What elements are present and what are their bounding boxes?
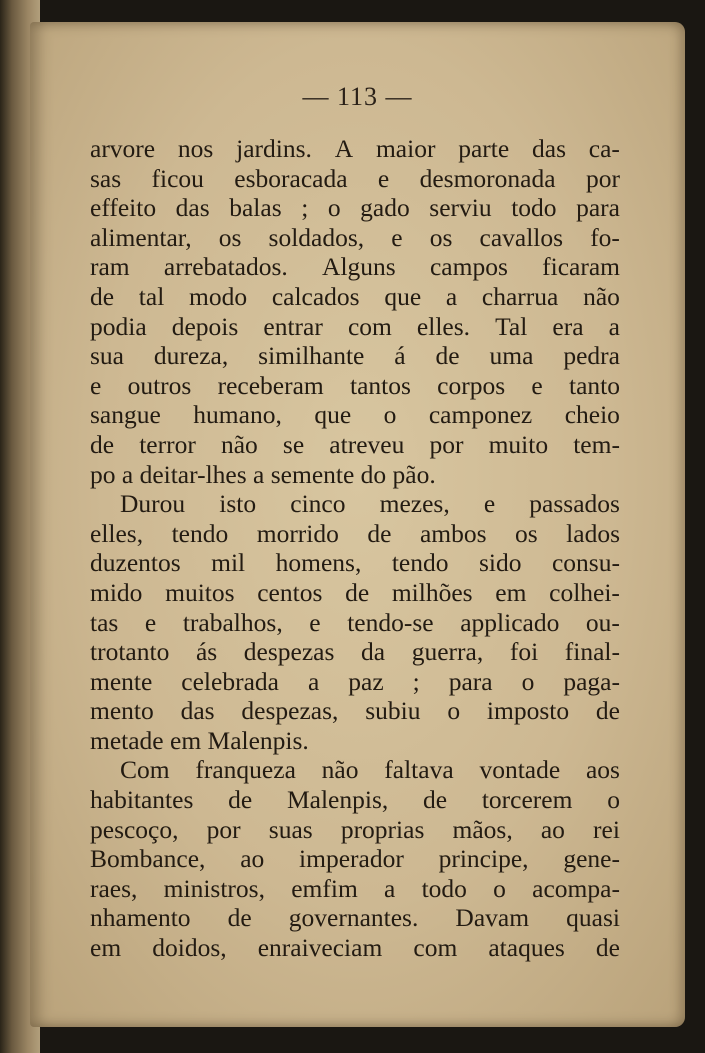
word: e [531, 370, 543, 400]
text-line [90, 430, 620, 460]
word: uma [489, 341, 534, 371]
word: A [334, 134, 354, 163]
word: raes, [90, 873, 138, 903]
word: ministros, [163, 873, 265, 903]
word: habitantes [90, 785, 194, 815]
word: o [383, 400, 397, 430]
text-line [90, 223, 620, 253]
word: arvore [90, 134, 156, 163]
word: modo [189, 281, 248, 311]
word: era [552, 311, 584, 341]
word: principe, [438, 844, 529, 874]
word: despezas, [241, 696, 339, 726]
word: emfim [291, 873, 358, 903]
word: doidos, [152, 933, 227, 963]
word: Davam [455, 903, 530, 933]
word: Durou [120, 489, 186, 519]
word: das [180, 696, 215, 726]
word: ficaram [542, 252, 620, 282]
word: imposto [486, 696, 570, 726]
text-line [90, 696, 620, 726]
text-line [90, 400, 620, 430]
word: de [228, 785, 253, 815]
word: effeito [90, 193, 157, 223]
word: humano, [193, 400, 282, 430]
text-line [90, 637, 620, 667]
word: de [595, 696, 620, 726]
word: ataques [488, 933, 565, 963]
word: quasi [566, 903, 620, 933]
word: o [327, 193, 341, 223]
word: torcerem [481, 785, 573, 815]
word: Malenpis, [286, 785, 389, 815]
word: não [583, 281, 620, 311]
word: balas [229, 193, 282, 223]
text-line [90, 252, 620, 282]
text-line [90, 489, 620, 519]
word: de [90, 429, 115, 459]
word: e [90, 370, 102, 400]
word: consu- [551, 548, 620, 578]
word: tal [138, 281, 165, 311]
text-line [90, 608, 620, 638]
text-line [90, 815, 620, 845]
word: tanto [568, 370, 620, 400]
word: de [435, 341, 460, 371]
text-line [90, 341, 620, 371]
word: corpos [437, 370, 506, 400]
word: tem- [573, 429, 620, 459]
text-line [90, 519, 620, 549]
word: o [493, 873, 506, 903]
text-line [90, 134, 620, 164]
text-line [90, 548, 620, 578]
word: em [90, 933, 122, 963]
word: os [218, 222, 242, 252]
word: com [347, 311, 392, 341]
word: serviu [429, 193, 492, 223]
word: morrido [256, 518, 339, 548]
word: guerra, [411, 637, 484, 667]
word: terror [139, 429, 196, 459]
word: camponez [428, 400, 533, 430]
word: mezes, [379, 489, 450, 519]
word: esboracada [234, 163, 348, 193]
word: pedra [563, 341, 620, 371]
word: elles. [416, 311, 471, 341]
word: Com [120, 755, 170, 785]
text-line [90, 578, 620, 608]
word: celebrada [181, 666, 279, 696]
word: e [144, 607, 157, 637]
word: por [429, 429, 464, 459]
word: campos [429, 252, 508, 282]
text-line [90, 933, 620, 963]
word: mente [90, 666, 153, 696]
word: imperador [299, 844, 404, 874]
word: com [413, 933, 458, 963]
word: ficou [151, 163, 204, 193]
word: paga- [563, 666, 620, 696]
word: das [175, 193, 210, 223]
word: da [361, 637, 386, 667]
word: os [429, 222, 453, 252]
word: lados [566, 518, 620, 548]
word: subiu [365, 696, 421, 726]
word: faltava [384, 755, 454, 785]
word: trotanto [90, 637, 170, 667]
text-line [90, 371, 620, 401]
word: de [423, 785, 448, 815]
text-line [90, 282, 620, 312]
word: vontade [479, 755, 561, 785]
word: e [309, 607, 321, 637]
word: ao [540, 814, 565, 844]
word: applicado [460, 607, 560, 637]
word: ; [412, 666, 420, 696]
word: que [314, 400, 352, 430]
word: soldados, [268, 222, 365, 252]
body-text [90, 134, 620, 963]
word: governantes. [288, 903, 419, 933]
word: podia [90, 311, 147, 341]
word: a [445, 281, 458, 311]
word: despezas [243, 637, 335, 667]
word: não [220, 429, 258, 459]
word: mento [90, 696, 154, 726]
word: dureza, [153, 341, 229, 371]
word: Tal [495, 311, 528, 341]
word: maior [375, 134, 436, 163]
word: todo [421, 873, 467, 903]
word: pescoço, [90, 814, 179, 844]
word: sido [478, 548, 522, 578]
word: o [607, 785, 620, 815]
word: final- [564, 637, 620, 667]
word: elles, [90, 518, 144, 548]
word: cavallos [479, 222, 564, 252]
word: ambos [419, 518, 487, 548]
word: muitos [165, 577, 235, 607]
word: colhei- [549, 577, 620, 607]
word: sua [90, 341, 124, 371]
word: ao [240, 844, 265, 874]
word: franqueza [195, 755, 296, 785]
word: por [585, 163, 620, 193]
word: depois [171, 311, 239, 341]
word: de [367, 518, 392, 548]
word: foi [509, 637, 539, 667]
word: em [495, 577, 527, 607]
word: de [90, 281, 115, 311]
word: os [515, 518, 538, 548]
word: a [384, 873, 396, 903]
word: calcados [271, 281, 360, 311]
word: das [532, 134, 566, 163]
word: de [345, 577, 370, 607]
word: paz [348, 666, 384, 696]
word: de [595, 933, 620, 963]
word: e [377, 163, 390, 193]
word: homens, [275, 548, 362, 578]
word: tantos [350, 370, 411, 400]
page-number: — 113 — [302, 82, 413, 111]
word: aos [585, 755, 620, 785]
word: Alguns [322, 252, 396, 282]
text-line: metade em Malenpis. [90, 725, 309, 755]
word: enraiveciam [257, 933, 383, 963]
word: gado [360, 193, 410, 223]
word: duzentos [90, 548, 181, 578]
word: passados [529, 489, 620, 519]
word: se [282, 429, 305, 459]
word: á [394, 341, 406, 371]
text-line [90, 193, 620, 223]
text-line [90, 755, 620, 785]
word: todo [511, 193, 557, 223]
word: por [206, 814, 241, 844]
word: ; [301, 193, 309, 223]
word: a [608, 311, 620, 341]
word: entrar [263, 311, 323, 341]
word: cheio [564, 400, 620, 430]
word: para [448, 666, 493, 696]
word: milhões [391, 577, 473, 607]
word: gene- [563, 844, 620, 874]
text-line [90, 844, 620, 874]
word: Bombance, [90, 844, 206, 874]
word: proprias [340, 814, 425, 844]
word: desmoronada [419, 163, 556, 193]
page-paper [30, 22, 685, 1027]
word: nhamento [90, 903, 191, 933]
word: de [227, 903, 252, 933]
word: sangue [90, 400, 161, 430]
word: charrua [481, 281, 559, 311]
word: muito [488, 429, 549, 459]
word: ou- [585, 607, 620, 637]
word: tendo [391, 548, 449, 578]
text-line [90, 164, 620, 194]
word: ca- [588, 134, 620, 163]
word: isto [219, 489, 257, 519]
word: e [483, 489, 496, 519]
word: ás [195, 637, 218, 667]
word: suas [268, 814, 313, 844]
word: parte [458, 134, 510, 163]
word: atreveu [329, 429, 405, 459]
text-line [90, 874, 620, 904]
word: acompa- [532, 873, 620, 903]
text-line: po a deitar-lhes a semente do pão. [90, 459, 436, 489]
word: jardins. [236, 134, 312, 163]
word: mido [90, 577, 143, 607]
word: trabalhos, [182, 607, 283, 637]
word: a [307, 666, 320, 696]
word: nos [177, 134, 214, 163]
word: centos [257, 577, 323, 607]
word: cinco [290, 489, 346, 519]
word: arrebatados. [163, 252, 288, 282]
word: tendo-se [347, 607, 434, 637]
word: tas [90, 607, 119, 637]
text-line [90, 667, 620, 697]
text-line [90, 312, 620, 342]
word: similhante [258, 341, 365, 371]
word: tendo [171, 518, 229, 548]
word: mil [211, 548, 246, 578]
text-line [90, 903, 620, 933]
word: que [384, 281, 422, 311]
word: sas [90, 163, 122, 193]
word: alimentar, [90, 222, 192, 252]
word: o [447, 696, 461, 726]
text-line [90, 785, 620, 815]
word: não [321, 755, 359, 785]
word: o [521, 666, 535, 696]
word: e [391, 222, 403, 252]
word: receberam [217, 370, 324, 400]
word: ram [90, 252, 130, 282]
word: fo- [590, 222, 620, 252]
word: rei [593, 814, 620, 844]
word: outros [127, 370, 192, 400]
word: para [576, 193, 620, 223]
word: mãos, [452, 814, 513, 844]
